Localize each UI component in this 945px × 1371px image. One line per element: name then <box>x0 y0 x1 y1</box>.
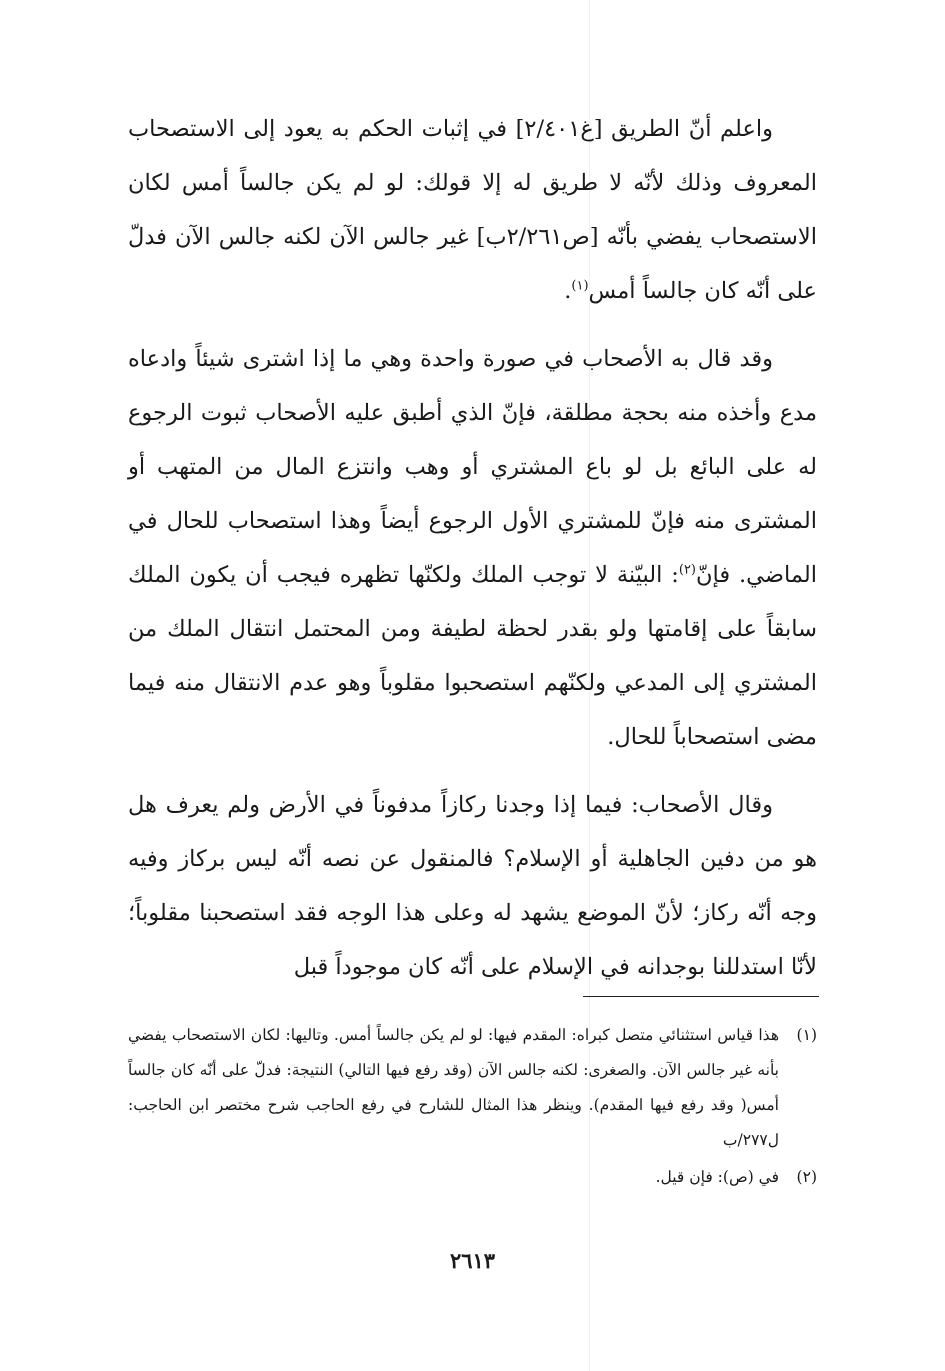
paragraph <box>128 332 817 764</box>
paragraph-text-end: : البيّنة لا توجب الملك ولكنّها تظهره فيجب أن يكون الملك سابقاً على إقامتها ولو بقدر لحظة لطيفة ومن المحتمل انتقال الملك من المشتري إلى المدعي ولكنّهم استصحبوا مقلوباً وهو عدم الانتقال منه فيما مضى استصحاباً للحال. <box>128 562 817 750</box>
paragraph-text: واعلم أنّ الطريق [غ٢/٤٠١] في إثبات الحكم به يعود إلى الاستصحاب المعروف وذلك لأنّه لا طريق له إلا قولك: لو لم يكن جالساً أمس لكان الاستصحاب يفضي بأنّه [ص٢/٢٦١ب] غير جالس الآن لكنه جالس الآن فدلّ على أنّه كان جالساً أمس <box>128 116 817 304</box>
page-number: ٢٦١٣ <box>449 1248 496 1273</box>
footnote-text: في (ص): فإن قيل. <box>655 1168 779 1186</box>
footnote-number: (٢) <box>796 1168 817 1186</box>
footnote <box>128 1018 817 1158</box>
footnote-text: هذا قياس استثنائي متصل كبراه: المقدم فيها: لو لم يكن جالساً أمس. وتاليها: لكان الاستصحاب يفضي بأنه غير جالس الآن. والصغرى: لكنه جالس الآن (وقد رفع فيها التالي) النتيجة: فدلّ على أنّه كان جالساً أمس( وقد رفع فيها المقدم). وينظر هذا المثال للشارح في رفع الحاجب شرح مختصر ابن الحاجب: ل٢٧٧/ب <box>128 1026 779 1149</box>
main-text <box>128 102 817 1008</box>
paragraph <box>128 102 817 318</box>
footnotes <box>128 1018 817 1197</box>
footnote-reference: (١) <box>571 278 589 294</box>
paragraph-text: وقال الأصحاب: فيما إذا وجدنا ركازاً مدفوناً في الأرض ولم يعرف هل هو من دفين الجاهلية أو الإسلام؟ فالمنقول عن نصه أنّه ليس بركاز وفيه وجه أنّه ركاز؛ لأنّ الموضع يشهد له وعلى هذا الوجه فقد استصحبنا مقلوباً؛ لأنّا استدللنا بوجدانه في الإسلام على أنّه كان موجوداً قبل <box>128 792 817 980</box>
footnote-number: (١) <box>796 1026 817 1044</box>
paragraph-text: وقد قال به الأصحاب في صورة واحدة وهي ما إذا اشترى شيئاً وادعاه مدع وأخذه منه بحجة مطلقة، فإنّ الذي أطبق عليه الأصحاب ثبوت الرجوع له على البائع بل لو باع المشتري أو وهب وانتزع المال من المتهب أو المشترى منه فإنّ للمشتري الأول الرجوع أيضاً وهذا استصحاب للحال في الماضي. فإنّ <box>128 346 817 588</box>
footnote-reference: (٢) <box>678 562 696 578</box>
footnote <box>128 1160 817 1195</box>
paragraph <box>128 778 817 994</box>
paragraph-text-end: . <box>564 278 572 304</box>
footnote-separator <box>583 996 819 997</box>
